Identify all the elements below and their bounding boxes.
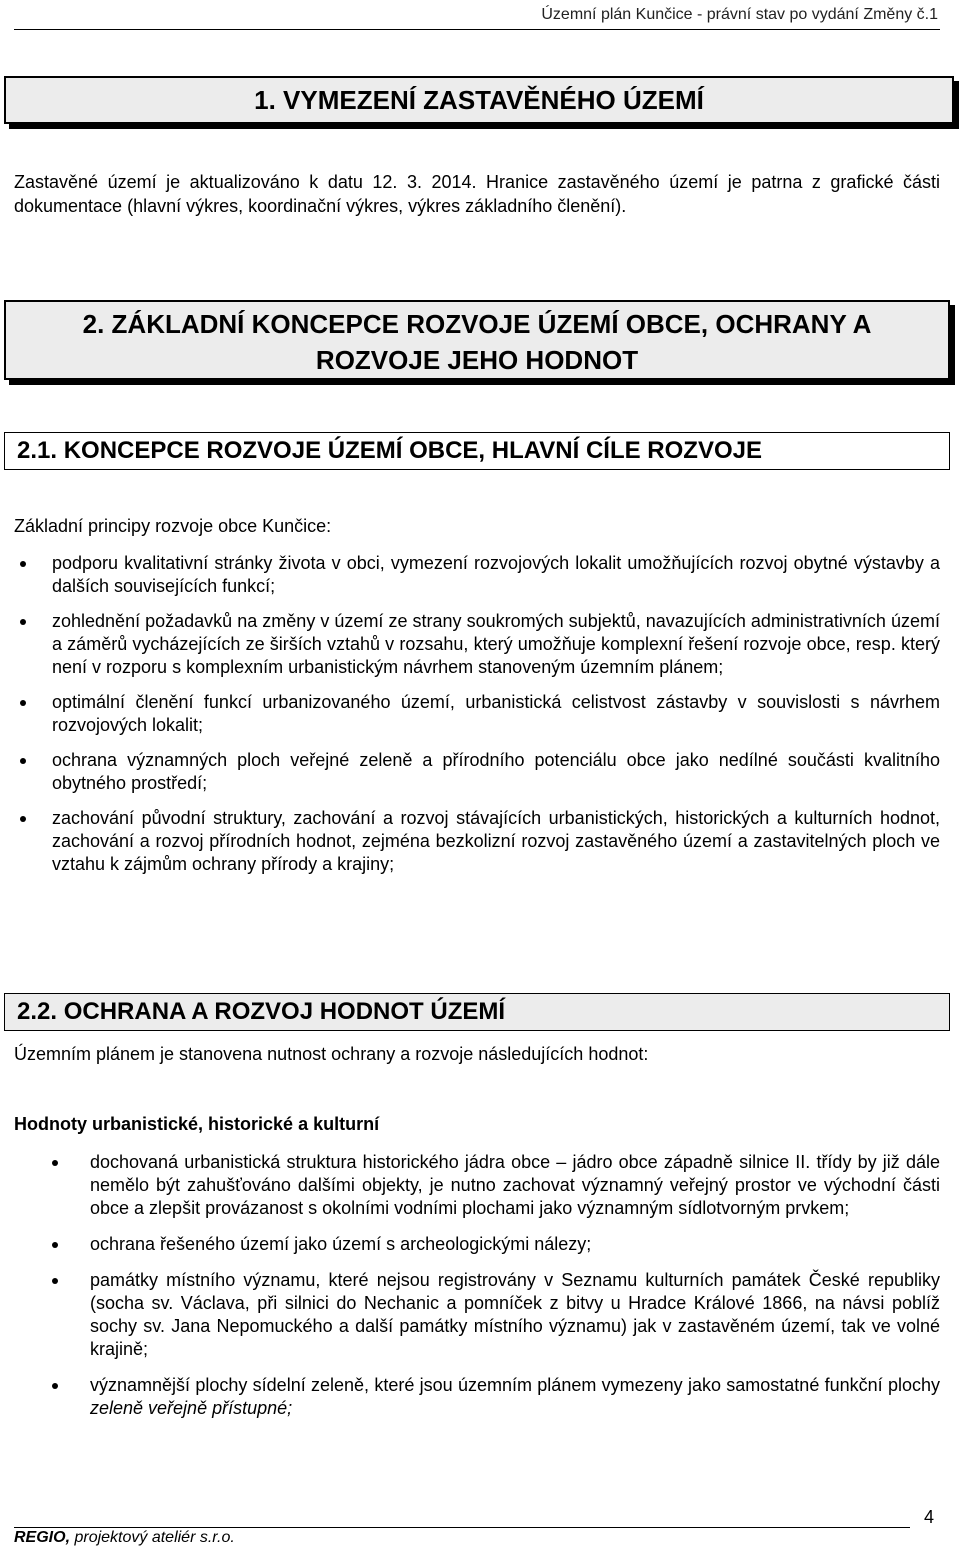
section-2-1-heading: 2.1. KONCEPCE ROZVOJE ÚZEMÍ OBCE, HLAVNÍ CÍLE ROZVOJE [4, 432, 950, 470]
list-item [14, 610, 940, 679]
list-item-text: zohlednění požadavků na změny v území ze strany soukromých subjektů, navazujících administrativních území a záměrů vycházejících ze širších vztahů v rozsahu, který umožňuje komplexní řešení rozvoje obce, resp. který není v rozporu s komplexním urbanistickým návrhem stanoveným územním plánem; [52, 611, 940, 677]
section-2-heading [4, 300, 950, 380]
bullet-icon [20, 561, 26, 567]
section-2-heading-line-2: ROZVOJE JEHO HODNOT [315, 345, 639, 375]
list-item-text: památky místního významu, které nejsou registrovány v Seznamu kulturních památek České republiky (socha sv. Václava, při silnici do Nechanic a pomníček z bitvy u Hradce Králové 1866, na návsi poblíž sochy sv. Jana Nepomuckého a další památky místního významu) jak v zastavěném území, tak ve volné krajině; [90, 1270, 940, 1359]
values-list [14, 1151, 940, 1433]
bullet-icon [52, 1278, 58, 1284]
list-item [14, 1233, 940, 1256]
bullet-icon [52, 1383, 58, 1389]
section-1-heading: 1. VYMEZENÍ ZASTAVĚNÉHO ÚZEMÍ [4, 76, 954, 124]
list-item [14, 691, 940, 737]
section-2-2-heading: 2.2. OCHRANA A ROZVOJ HODNOT ÚZEMÍ [4, 993, 950, 1031]
list-item-text: podporu kvalitativní stránky života v obci, vymezení rozvojových lokalit umožňujících rozvoj obytné výstavby a dalších souvisejících funkcí; [52, 553, 940, 596]
footer-company-rest: projektový ateliér s.r.o. [70, 1529, 235, 1546]
bullet-icon [20, 816, 26, 822]
bullet-icon [52, 1242, 58, 1248]
list-item [14, 807, 940, 876]
list-item [14, 552, 940, 598]
section-1-paragraph: Zastavěné území je aktualizováno k datu 12. 3. 2014. Hranice zastavěného území je patrna z grafické části dokumentace (hlavní výkres, koordinační výkres, výkres základního členění). [14, 172, 940, 216]
list-item-text: významnější plochy sídelní zeleně, které jsou územním plánem vymezeny jako samostatné funkční plochy [90, 1375, 940, 1395]
list-item-text: ochrana významných ploch veřejné zeleně a přírodního potenciálu obce jako nedílné součásti kvalitního obytného prostředí; [52, 750, 940, 793]
bullet-icon [20, 700, 26, 706]
list-item-text: dochovaná urbanistická struktura historického jádra obce – jádro obce západně silnice II. třídy by již dále nemělo být zahušťováno dalšími objekty, je nutno zachovat významný veřejný prostor ve východní části obce a zlepšit provázanost s okolními vodními plochami jako významným sídlotvorným prvkem; [90, 1152, 940, 1218]
section-2-1-intro: Základní principy rozvoje obce Kunčice: [14, 516, 332, 536]
list-item [14, 1269, 940, 1361]
bullet-icon [52, 1160, 58, 1166]
values-subheading: Hodnoty urbanistické, historické a kulturní [14, 1114, 380, 1134]
list-item [14, 1151, 940, 1220]
development-principles-list [14, 552, 940, 888]
page-header-title: Územní plán Kunčice - právní stav po vydání Změny č.1 [541, 6, 938, 23]
list-item [14, 1374, 940, 1420]
page-number: 4 [924, 1507, 935, 1527]
header-divider [14, 29, 940, 30]
list-item-text: zachování původní struktury, zachování a rozvoj stávajících urbanistických, historických a kulturních hodnot, zachování a rozvoj přírodních hodnot, zejména bezkolizní rozvoj zastavěného území a zastavitelných ploch ve vztahu k zájmům ochrany přírody a krajiny; [52, 808, 940, 874]
list-item-text: optimální členění funkcí urbanizovaného území, urbanistická celistvost zástavby v souvislosti s návrhem rozvojových lokalit; [52, 692, 940, 735]
section-2-heading-line-1: 2. ZÁKLADNÍ KONCEPCE ROZVOJE ÚZEMÍ OBCE, OCHRANY A [82, 309, 872, 339]
section-2-2-intro: Územním plánem je stanovena nutnost ochrany a rozvoje následujících hodnot: [14, 1044, 649, 1064]
footer-divider [14, 1527, 910, 1528]
list-item-text: ochrana řešeného území jako území s archeologickými nálezy; [90, 1234, 592, 1254]
footer-company [14, 1529, 235, 1547]
footer-company-bold: REGIO, [14, 1529, 71, 1546]
list-item [14, 749, 940, 795]
bullet-icon [20, 758, 26, 764]
bullet-icon [20, 619, 26, 625]
list-item-emphasis: zeleně veřejně přístupné; [90, 1398, 293, 1418]
